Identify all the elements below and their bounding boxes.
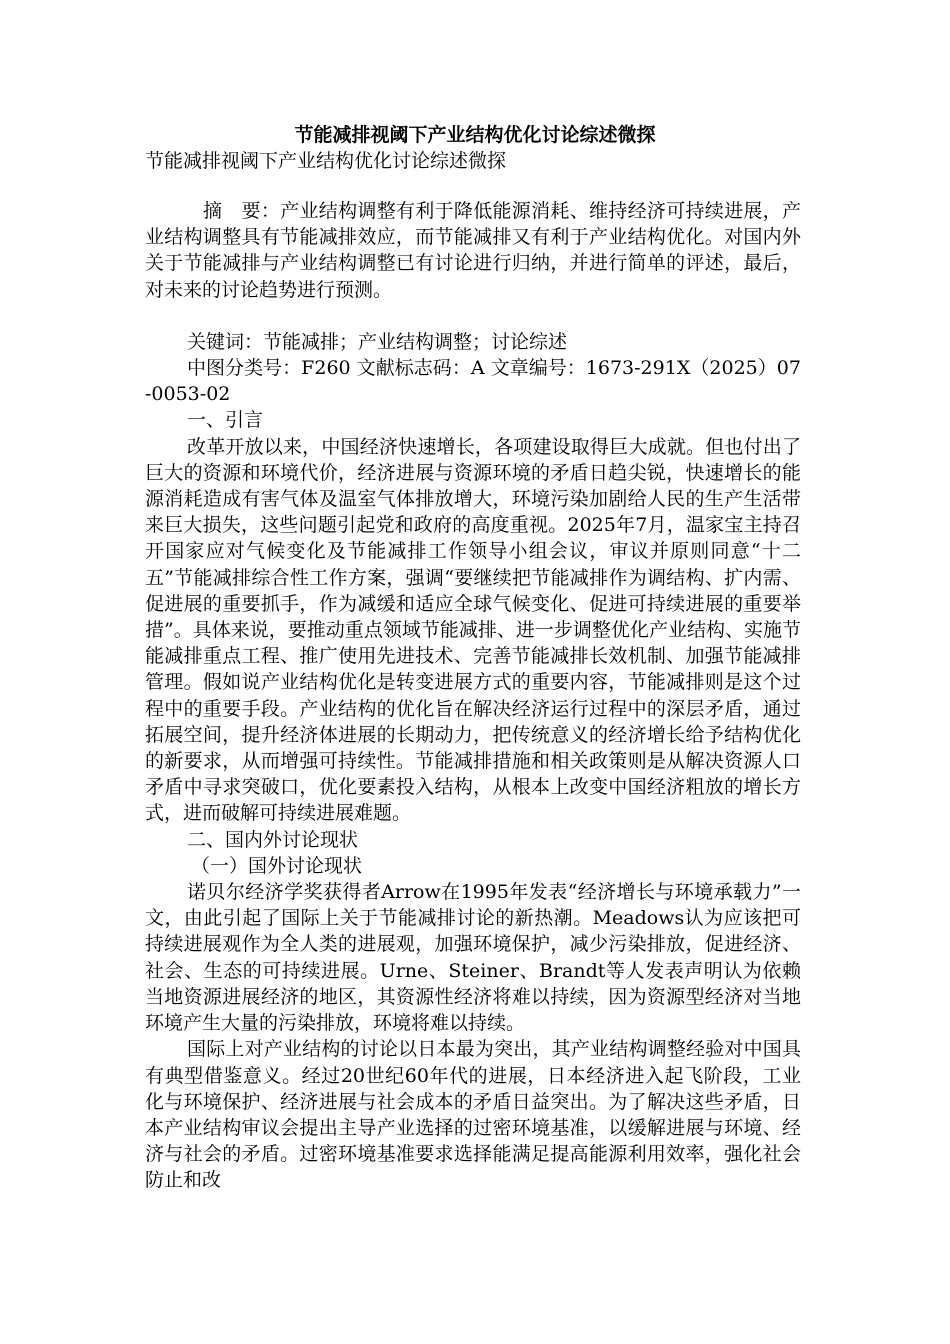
- section-heading-status: 二、国内外讨论现状: [187, 828, 359, 851]
- subsection-heading-foreign: （一）国外讨论现状: [191, 854, 363, 877]
- intro-paragraph: 改革开放以来，中国经济快速增长，各项建设取得巨大成就。但也付出了巨大的资源和环境代价，经济进展与资源环境的矛盾日趋尖锐，快速增长的能源消耗造成有害气体及温室气体排放增大，环境污染加剧给人民的生产生活带来巨大损失，这些问题引起党和政府的高度重视。2025年7月，温家宝主持召开国家应对气候变化及节能减排工作领导小组会议，审议并原则同意“十二五”节能减排综合性工作方案，强调“要继续把节能减排作为调结构、扩内需、促进展的重要抓手，作为减缓和适应全球气候变化、促进可持续进展的重要举措”。具体来说，要推动重点领域节能减排、进一步调整优化产业结构、实施节能减排重点工程、推广使用先进技术、完善节能减排长效机制、加强节能减排管理。假如说产业结构优化是转变进展方式的重要内容，节能减排则是这个过程中的重要手段。产业结构的优化旨在解决经济运行过程中的深层矛盾，通过拓展空间，提升经济体进展的长期动力，把传统意义的经济增长给予结构优化的新要求，从而增强可持续性。节能减排措施和相关政策则是从解决资源人口矛盾中寻求突破口，优化要素投入结构，从根本上改变中国经济粗放的增长方式，进而破解可持续进展难题。: [145, 435, 801, 825]
- foreign-paragraph-1: 诺贝尔经济学奖获得者Arrow在1995年发表“经济增长与环境承载力”一文，由此引起了国际上关于节能减排讨论的新热潮。Meadows认为应该把可持续进展观作为全人类的进展观，加强环境保护，减少污染排放，促进经济、社会、生态的可持续进展。Urne、Steiner、Brandt等人发表声明认为依赖当地资源进展经济的地区，其资源性经济将难以持续，因为资源型经济对当地环境产生大量的污染排放，环境将难以持续。: [145, 881, 801, 1035]
- document-subtitle: 节能减排视阈下产业结构优化讨论综述微探: [145, 150, 507, 172]
- document-title: 节能减排视阈下产业结构优化讨论综述微探: [294, 124, 656, 146]
- classification-line: 中图分类号：F260 文献标志码：A 文章编号：1673-291X（2025）07-0053-02: [145, 357, 801, 406]
- foreign-paragraph-2: 国际上对产业结构的讨论以日本最为突出，其产业结构调整经验对中国具有典型借鉴意义。经过20世纪60年代的进展，日本经济进入起飞阶段，工业化与环境保护、经济进展与社会成本的矛盾日益突出。为了解决这些矛盾，日本产业结构审议会提出主导产业选择的过密环境基准，以缓解进展与环境、经济与社会的矛盾。过密环境基准要求选择能满足提高能源利用效率，强化社会防止和改: [145, 1038, 801, 1192]
- paragraph-spacer: [145, 303, 801, 329]
- document-body: [145, 198, 801, 1194]
- abstract-paragraph: 摘 要：产业结构调整有利于降低能源消耗、维持经济可持续进展，产业结构调整具有节能减排效应，而节能减排又有利于产业结构优化。对国内外关于节能减排与产业结构调整已有讨论进行归纳，并进行简单的评述，最后，对未来的讨论趋势进行预测。: [145, 200, 801, 301]
- section-heading-intro: 一、引言: [187, 409, 264, 432]
- keywords-line: 关键词：节能减排；产业结构调整；讨论综述: [187, 330, 568, 353]
